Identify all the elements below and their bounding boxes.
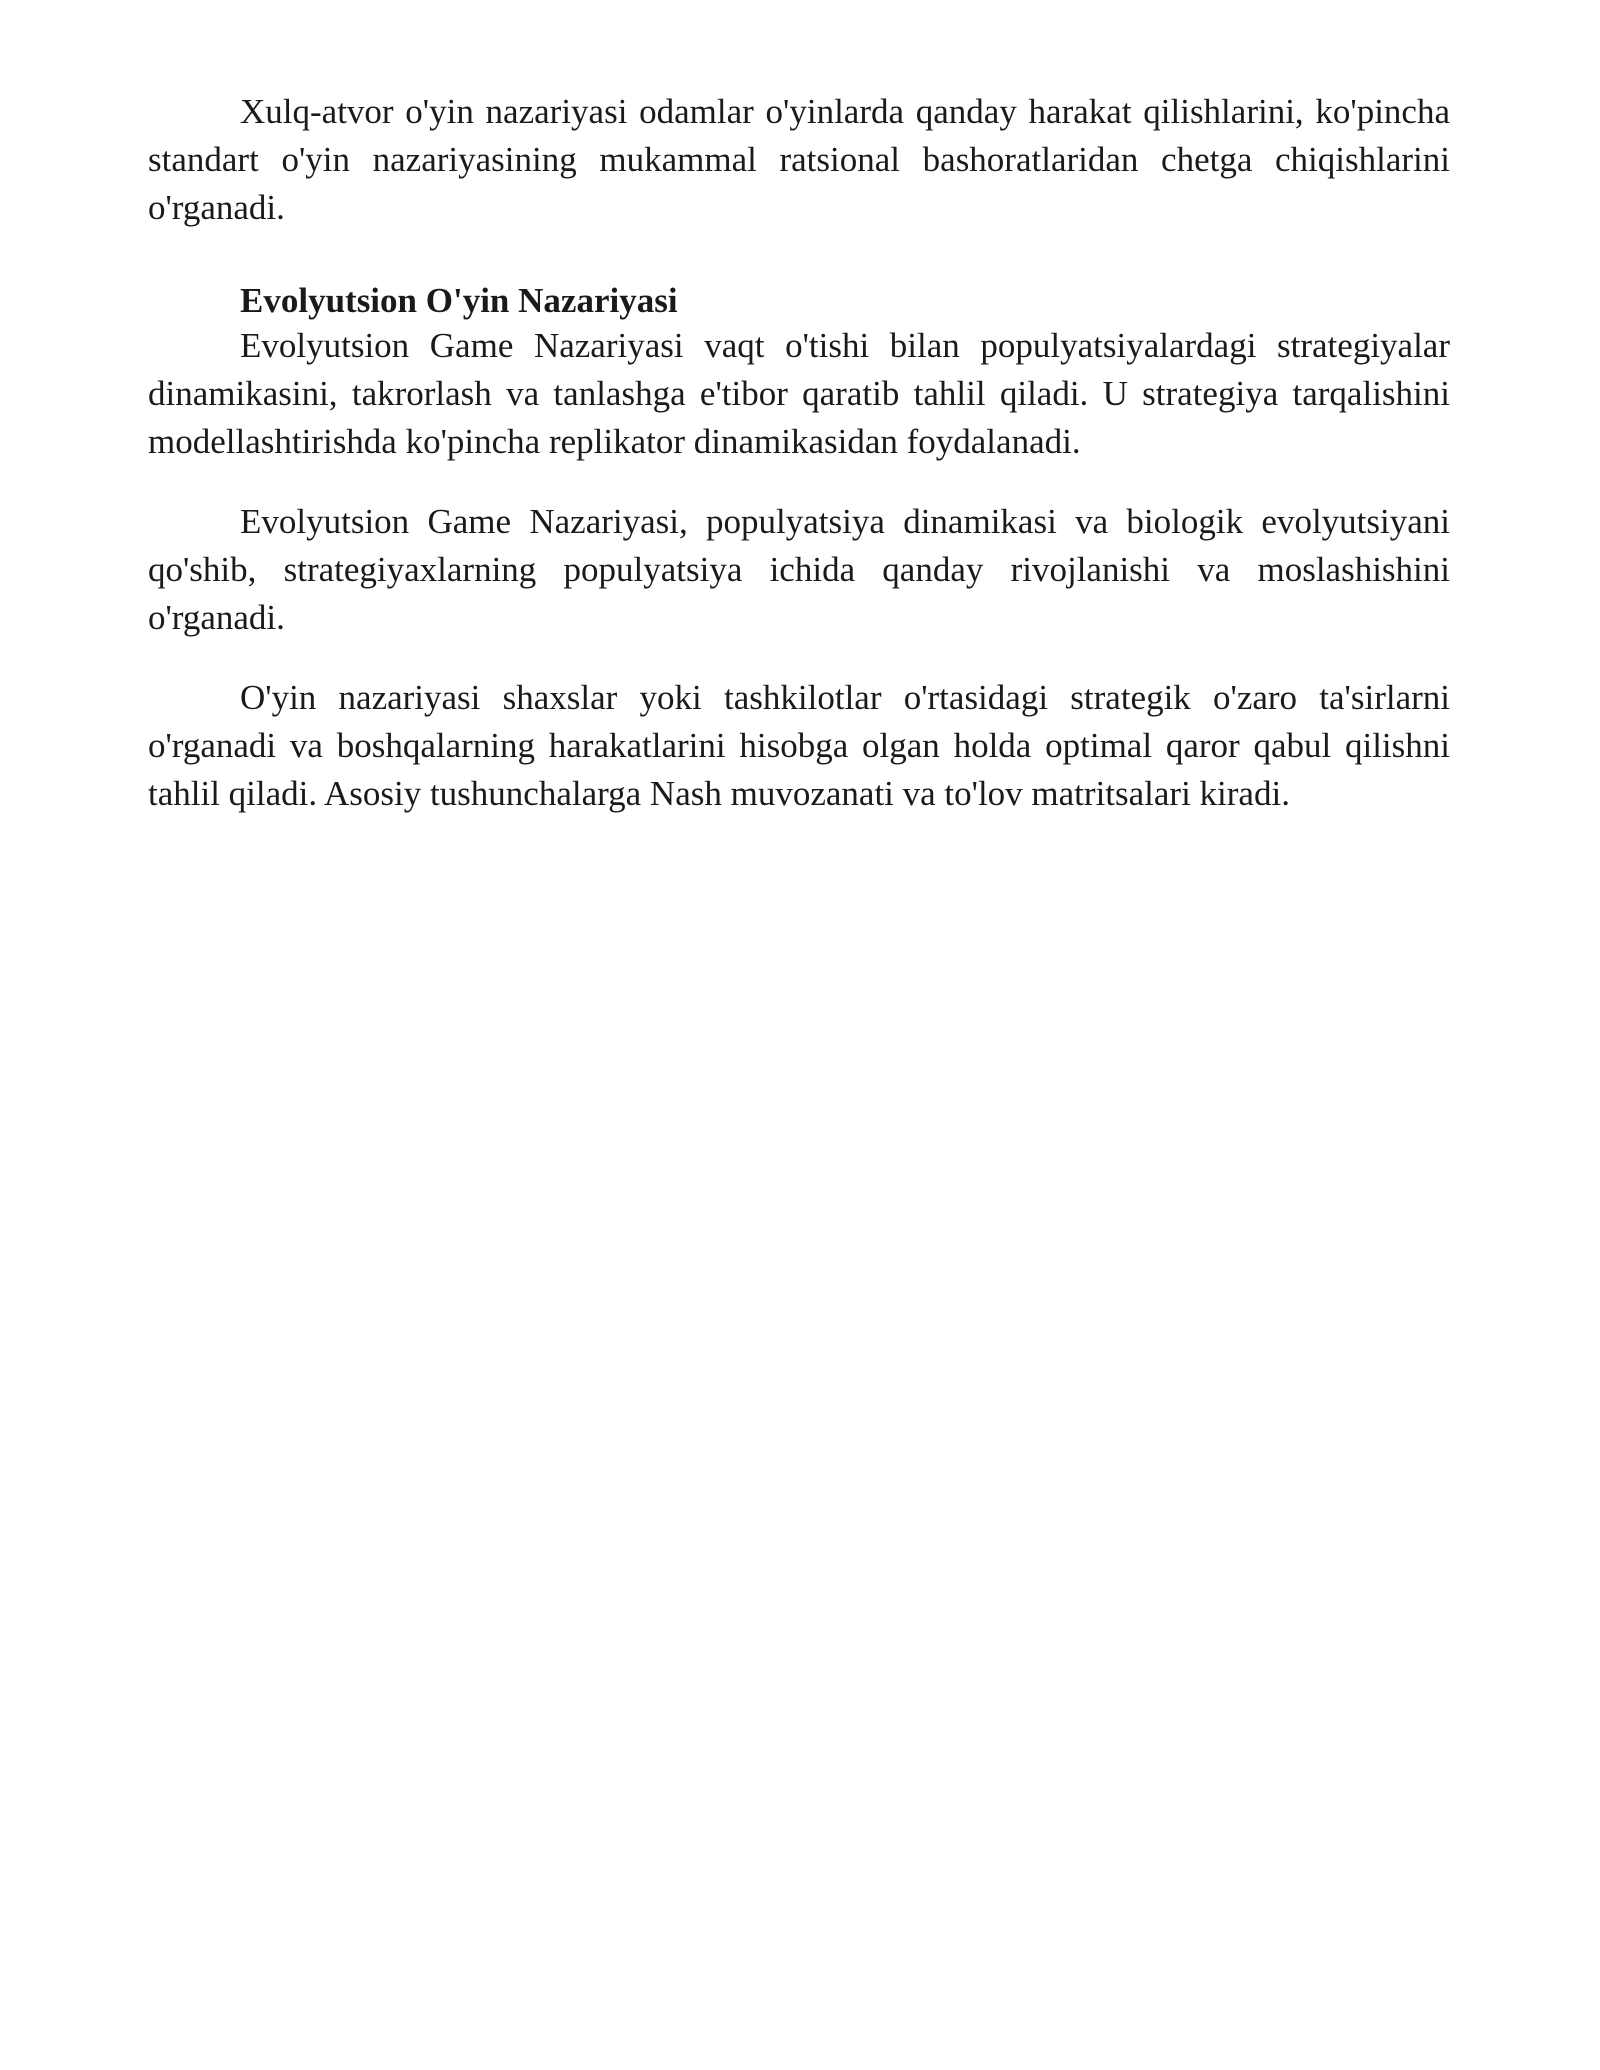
paragraph-population-evolution: Evolyutsion Game Nazariyasi, populyatsiya dinamikasi va biologik evolyutsiyani qo'shib, strategiyaxlarning populyatsiya ichida qanday rivojlanishi va moslashishini o'rganadi. xyxy=(148,502,1450,637)
paragraph-behavioral-game-theory: Xulq-atvor o'yin nazariyasi odamlar o'yinlarda qanday harakat qilishlarini, ko'pincha standart o'yin nazariyasining mukammal ratsional bashoratlaridan chetga chiqishlarini o'rganadi. xyxy=(148,92,1450,227)
paragraph-game-theory-overview: O'yin nazariyasi shaxslar yoki tashkilotlar o'rtasidagi strategik o'zaro ta'sirlarni o'rganadi va boshqalarning harakatlarini hisobga olgan holda optimal qaror qabul qilishni tahlil qiladi. Asosiy tushunchalarga Nash muvozanati va to'lov matritsalari kiradi. xyxy=(148,678,1450,813)
section-heading: Evolyutsion O'yin Nazariyasi xyxy=(240,281,678,320)
document-body xyxy=(148,88,1450,818)
paragraph-evolutionary-dynamics: Evolyutsion Game Nazariyasi vaqt o'tishi bilan populyatsiyalardagi strategiyalar dinamikasini, takrorlash va tanlashga e'tibor qaratib tahlil qiladi. U strategiya tarqalishini modellashtirishda ko'pincha replikator dinamikasidan foydalanadi. xyxy=(148,326,1450,461)
